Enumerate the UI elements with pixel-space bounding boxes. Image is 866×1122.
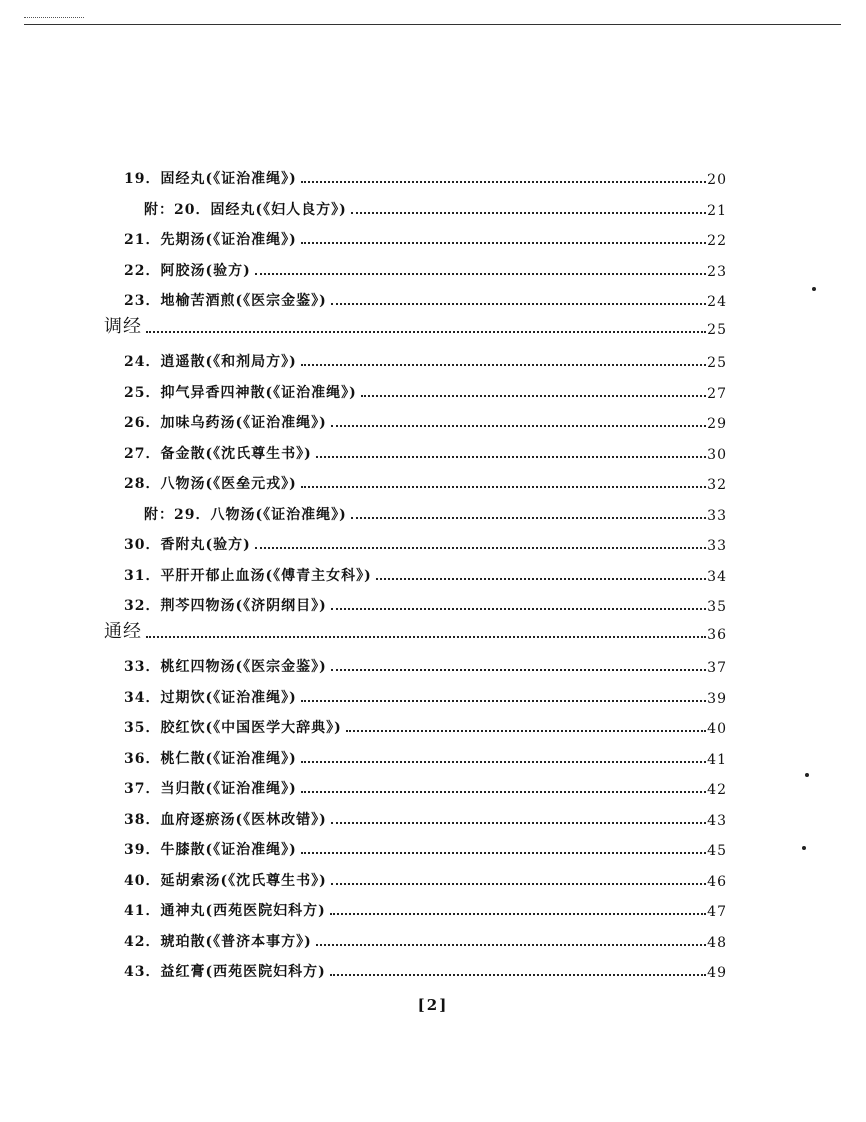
dot-leader [346, 730, 706, 732]
dot-leader [301, 852, 706, 854]
toc-entry-title: 19．固经丸(《证治准绳》) [124, 171, 297, 187]
dot-leader [361, 395, 706, 397]
toc-entry [124, 683, 727, 707]
dot-leader [146, 636, 706, 638]
toc-entry-title: 34．过期饮(《证治准绳》) [124, 689, 297, 706]
toc-entry-page: 45 [707, 843, 727, 859]
toc-entry-title: 31．平肝开郁止血汤(《傅青主女科》) [124, 567, 372, 584]
toc-entry-page: 34 [707, 568, 727, 585]
dot-leader [301, 791, 706, 793]
toc-entry [124, 439, 727, 463]
toc-entry-title: 25．抑气异香四神散(《证治准绳》) [124, 384, 357, 401]
toc-entry-page: 49 [707, 965, 727, 981]
toc-entry [124, 957, 727, 981]
toc-entry [144, 195, 727, 219]
toc-entry-title: 24．逍遥散(《和剂局方》) [124, 354, 297, 370]
toc-entry-page: 36 [707, 626, 727, 643]
dot-leader [331, 608, 706, 610]
toc-entry [124, 408, 727, 432]
toc-entry [124, 713, 727, 737]
dot-leader [331, 425, 706, 427]
dot-leader [301, 364, 706, 366]
toc-entry-title: 附：29．八物汤(《证治准绳》) [144, 506, 347, 523]
toc-entry-page: 35 [707, 599, 727, 615]
toc-entry-page: 22 [707, 233, 727, 249]
toc-entry [124, 378, 727, 402]
toc-entry-page: 43 [707, 812, 727, 829]
toc-entry-title: 36．桃仁散(《证治准绳》) [124, 750, 297, 767]
toc-entry [124, 591, 727, 615]
toc-entry [124, 225, 727, 249]
toc-entry [124, 866, 727, 890]
toc-entry-page: 41 [707, 751, 727, 768]
toc-entry-page: 40 [707, 721, 727, 737]
toc-entry [124, 652, 727, 676]
toc-entry [124, 530, 727, 554]
toc-entry-title: 26．加味乌药汤(《证治准绳》) [124, 415, 327, 431]
scan-speck [805, 773, 809, 777]
toc-entry-title: 28．八物汤(《医垒元戎》) [124, 476, 297, 492]
toc-entry-page: 39 [707, 690, 727, 707]
toc-entry-title: 41．通神丸(西苑医院妇科方) [124, 903, 326, 919]
toc-entry [124, 896, 727, 920]
toc-section-heading [104, 619, 727, 643]
dot-leader [331, 883, 706, 885]
toc-entry [124, 561, 727, 585]
toc-entry-title: 27．备金散(《沈氏尊生书》) [124, 445, 312, 462]
toc-entry-page: 29 [707, 416, 727, 432]
toc-entry [124, 286, 727, 310]
toc-entry [124, 805, 727, 829]
dot-leader [316, 456, 706, 458]
toc-entry-title: 附：20．固经丸(《妇人良方》) [144, 201, 347, 218]
dot-leader [301, 242, 706, 244]
toc-entry-page: 48 [707, 934, 727, 951]
toc-entry [124, 164, 727, 188]
toc-entry-title: 通经 [104, 620, 142, 642]
toc-entry-title: 22．阿胶汤(验方) [124, 262, 251, 279]
toc-entry-title: 32．荆芩四物汤(《济阴纲目》) [124, 598, 327, 614]
toc-entry-title: 23．地榆苦酒煎(《医宗金鉴》) [124, 293, 327, 309]
toc-entry-page: 20 [707, 172, 727, 188]
dot-leader [301, 761, 706, 763]
toc-entry [124, 469, 727, 493]
toc-entry [124, 927, 727, 951]
dot-leader [376, 578, 706, 580]
scan-speck [812, 287, 816, 291]
dot-leader [331, 822, 706, 824]
toc-entry-title: 35．胶红饮(《中国医学大辞典》) [124, 720, 342, 736]
toc-entry-page: 30 [707, 446, 727, 463]
toc-entry [124, 256, 727, 280]
toc-entry-title: 40．延胡索汤(《沈氏尊生书》) [124, 872, 327, 889]
toc-entry-title: 43．益红膏(西苑医院妇科方) [124, 964, 326, 980]
toc-entry-page: 24 [707, 294, 727, 310]
dot-leader [301, 181, 706, 183]
toc-entry-page: 47 [707, 904, 727, 920]
dot-leader [301, 486, 706, 488]
dot-leader [146, 331, 706, 333]
toc-entry-page: 21 [707, 202, 727, 219]
dot-leader [330, 913, 706, 915]
toc-entry-page: 23 [707, 263, 727, 280]
toc-entry-page: 46 [707, 873, 727, 890]
dot-leader [331, 303, 706, 305]
toc-entry [124, 744, 727, 768]
dot-leader [351, 517, 706, 519]
toc-section-heading [104, 314, 727, 338]
scan-speck [802, 846, 806, 850]
toc-entry-page: 42 [707, 782, 727, 798]
toc-entry-page: 37 [707, 660, 727, 676]
toc-entry-title: 39．牛膝散(《证治准绳》) [124, 842, 297, 858]
toc-entry-title: 21．先期汤(《证治准绳》) [124, 232, 297, 248]
dot-leader [331, 669, 706, 671]
toc-entry-page: 25 [707, 355, 727, 371]
toc-entry [144, 500, 727, 524]
toc-entry-title: 30．香附丸(验方) [124, 537, 251, 553]
toc-entry-title: 37．当归散(《证治准绳》) [124, 781, 297, 797]
toc-entry [124, 774, 727, 798]
dot-leader [351, 212, 706, 214]
toc-entry-title: 调经 [104, 315, 142, 337]
toc-entry-page: 27 [707, 385, 727, 402]
toc-entry [124, 835, 727, 859]
header-rule [24, 24, 841, 25]
dot-leader [316, 944, 706, 946]
page-number: [2] [417, 996, 449, 1014]
toc-entry-title: 38．血府逐瘀汤(《医林改错》) [124, 811, 327, 828]
toc-entry-page: 33 [707, 507, 727, 524]
toc-entry-title: 33．桃红四物汤(《医宗金鉴》) [124, 659, 327, 675]
toc-entry-page: 25 [707, 321, 727, 338]
dot-leader [330, 974, 706, 976]
toc-entry-page: 33 [707, 538, 727, 554]
dot-leader [301, 700, 706, 702]
header-dotted-mark [24, 17, 84, 18]
dot-leader [255, 547, 706, 549]
dot-leader [255, 273, 706, 275]
toc-entry-title: 42．琥珀散(《普济本事方》) [124, 933, 312, 950]
toc-entry-page: 32 [707, 477, 727, 493]
toc-entry [124, 347, 727, 371]
